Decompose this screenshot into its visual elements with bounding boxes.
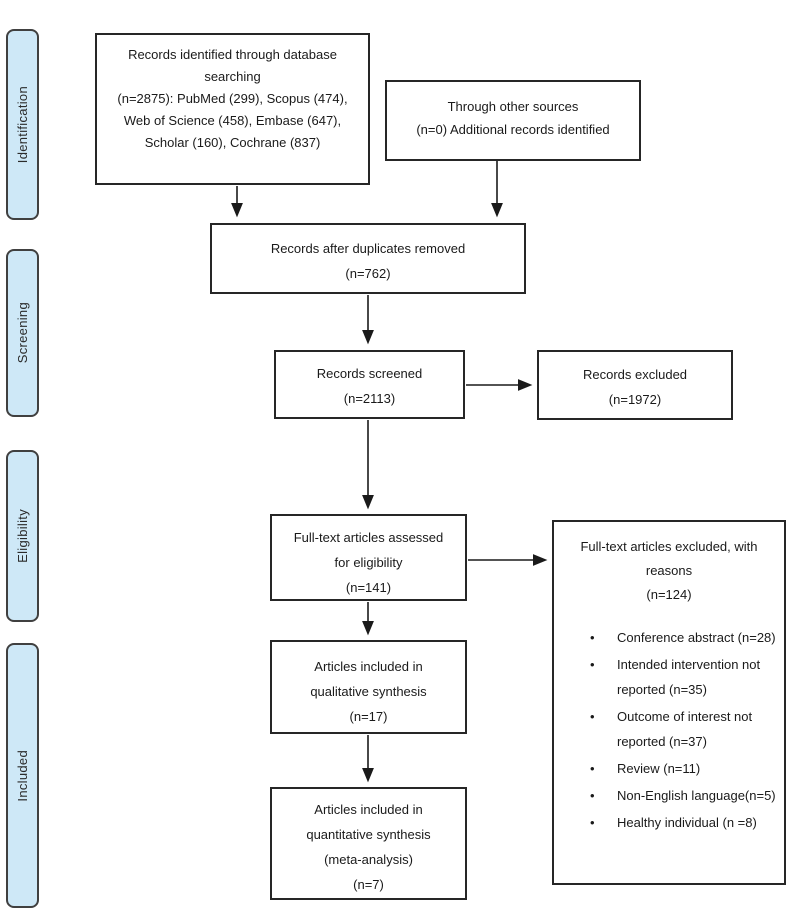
stage-screening <box>6 249 39 417</box>
box-quantitative-synthesis <box>270 787 467 900</box>
box-text-line: Records screened <box>316 366 423 381</box>
bullet-icon: • <box>590 709 595 724</box>
bullet-icon: • <box>590 630 595 645</box>
box-text-line: Records after duplicates removed <box>270 241 466 256</box>
box-text-line: Articles included in <box>314 659 423 674</box>
stage-eligibility <box>6 450 39 622</box>
exclusion-reason-text: Review (n=11) <box>617 761 701 776</box>
box-text-line: Records excluded <box>582 367 688 382</box>
box-text-line: Full-text articles excluded, with <box>580 539 758 554</box>
box-text-line: Full-text articles assessed <box>293 530 444 545</box>
box-fulltext-excluded-reasons <box>552 520 786 885</box>
box-text-line: Web of Science (458), Embase (647), <box>123 113 342 128</box>
box-text-line: Scholar (160), Cochrane (837) <box>144 135 321 150</box>
box-text-line: Records identified through database <box>128 47 337 62</box>
exclusion-reason-item <box>590 704 778 754</box>
box-text-line: for eligibility <box>334 555 403 570</box>
box-text-line: (meta-analysis) <box>324 852 413 867</box>
box-text-line: searching <box>204 69 261 84</box>
box-text-line: (n=7) <box>353 877 384 892</box>
exclusion-reason-item <box>590 625 778 650</box>
exclusion-reason-text: Intended intervention not reported (n=35) <box>617 657 761 697</box>
exclusion-reason-item <box>590 810 778 835</box>
exclusion-reason-text: Healthy individual (n =8) <box>617 815 757 830</box>
stage-identification-label: Identification <box>15 85 30 164</box>
box-records-other-sources <box>385 80 641 161</box>
bullet-icon: • <box>590 788 595 803</box>
stage-included <box>6 643 39 908</box>
exclusion-reason-item <box>590 652 778 702</box>
box-text-line: reasons <box>645 563 693 578</box>
exclusion-reason-text: Outcome of interest not reported (n=37) <box>617 709 753 749</box>
box-text-line: (n=2875): PubMed (299), Scopus (474), <box>117 91 348 106</box>
box-records-identified-database <box>95 33 370 185</box>
box-text-line: (n=0) Additional records identified <box>416 122 610 137</box>
box-text-line: Articles included in <box>314 802 423 817</box>
bullet-icon: • <box>590 657 595 672</box>
box-text-line: (n=17) <box>349 709 388 724</box>
box-text-line: (n=141) <box>345 580 392 595</box>
box-text-line: (n=124) <box>646 587 692 602</box>
stage-included-label: Included <box>15 749 30 802</box>
exclusion-reason-text: Conference abstract (n=28) <box>617 630 776 645</box>
box-records-excluded <box>537 350 733 420</box>
box-records-after-duplicates-removed <box>210 223 526 294</box>
box-text-line: (n=1972) <box>608 392 662 407</box>
box-text-line: (n=762) <box>345 266 391 281</box>
box-qualitative-synthesis <box>270 640 467 734</box>
box-text-line: Through other sources <box>447 99 579 114</box>
stage-identification <box>6 29 39 220</box>
stage-screening-label: Screening <box>15 302 30 364</box>
box-text-line: quantitative synthesis <box>306 827 431 842</box>
exclusion-reason-item <box>590 783 778 808</box>
exclusion-reason-text: Non-English language(n=5) <box>617 788 776 803</box>
stage-eligibility-label: Eligibility <box>15 509 30 563</box>
exclusion-reason-item <box>590 756 778 781</box>
bullet-icon: • <box>590 815 595 830</box>
box-records-screened <box>274 350 465 419</box>
bullet-icon: • <box>590 761 595 776</box>
exclusion-reasons-list <box>554 625 784 835</box>
box-text-line: qualitative synthesis <box>310 684 427 699</box>
box-text-line: (n=2113) <box>343 391 396 406</box>
box-fulltext-assessed <box>270 514 467 601</box>
